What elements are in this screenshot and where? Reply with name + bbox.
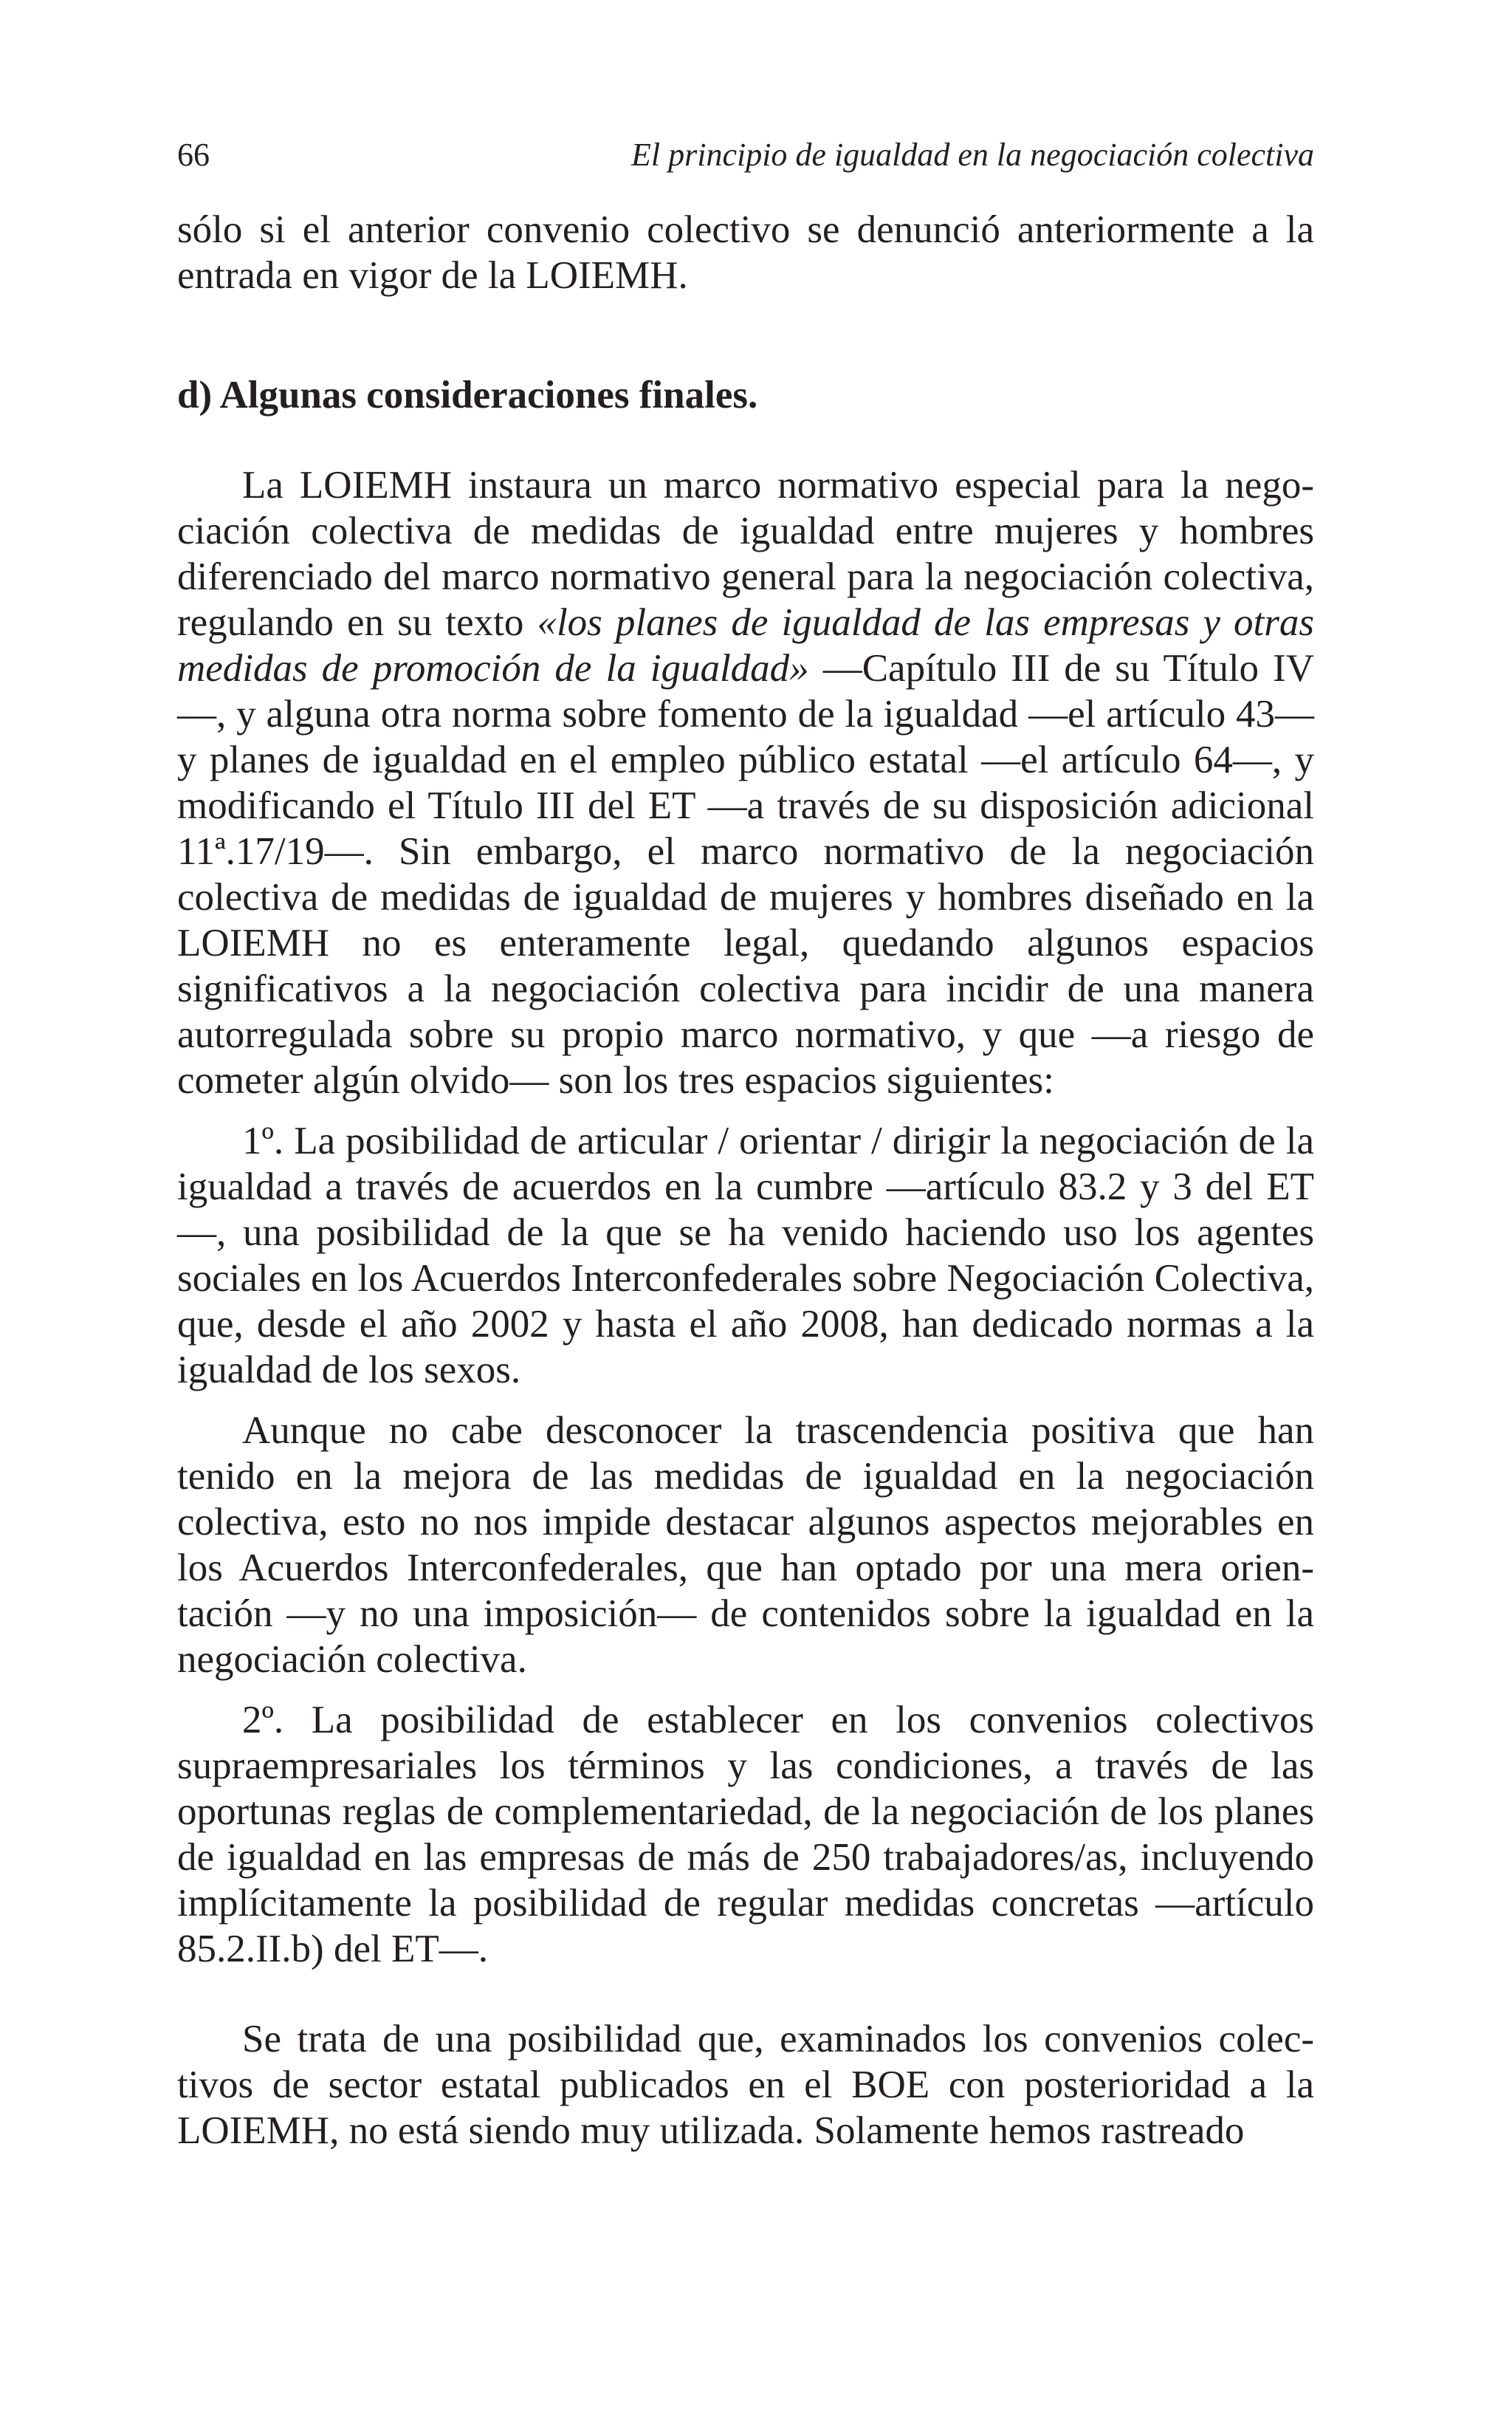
paragraph-continuation: sólo si el anterior convenio colectivo se denunció anteriormente a la entrada en vigor de la LOIEMH.: [177, 208, 1314, 297]
running-title: El principio de igualdad en la negociación colectiva: [631, 137, 1314, 173]
paragraph-point-2: 2º. La posibilidad de establecer en los convenios colectivos supraempresariales los términos y las condiciones, a través de las oportunas reglas de complementariedad, de la negociación de los planes de igualdad en las empresas de más de 250 trabajadores/as, incluyendo implícitamente la posibilidad de regular medidas concretas —artículo 85.2.II.b) del ET—.: [177, 1699, 1314, 1970]
paragraph-point-2-comment: Se trata de una posibilidad que, examinados los convenios colectivos de sector estatal publicados en el BOE con posterioridad a la LOIEMH, no está siendo muy utilizada. Solamente hemos rastreado: [177, 2018, 1314, 2152]
paragraph-intro-part2: —Capítulo III de su Título IV—, y alguna otra norma sobre fomento de la igualdad —el artículo 43— y planes de igualdad en el empleo público estatal —el artículo 64—, y modificando el Título III del ET —a través de su disposición adicional 11ª.17/19—. Sin embargo, el marco normativo de la negociación colectiva de medidas de igualdad de mujeres y hombres diseñado en la LOIEMH no es enteramente legal, quedando algunos espacios significativos a la negociación colectiva para incidir de una manera autorregulada sobre su propio marco normativo, y que —a riesgo de cometer algún olvido— son los tres espacios siguientes:: [177, 647, 1314, 1102]
book-page: [177, 133, 1314, 2154]
body-text: [177, 207, 1314, 2154]
section-heading: d) Algunas consideraciones finales.: [177, 374, 758, 417]
paragraph-intro-part1: La LOIEMH instaura un marco normativo especial para la negociación colectiva de medidas de igualdad entre mujeres y hombres diferenciado del marco normativo general para la negociación colectiva, regulando en su texto: [177, 464, 1314, 644]
paragraph-intro-quote: «los planes de igualdad de las empresas y otras medidas de promoción de la igualdad»: [177, 601, 1315, 690]
paragraph-point-1-comment: Aunque no cabe desconocer la trascendencia positiva que han tenido en la mejora de las medidas de igualdad en la negociación colectiva, esto no nos impide destacar algunos aspectos mejorables en los Acuerdos Interconfederales, que han optado por una mera orientación —y no una imposición— de contenidos sobre la igualdad en la negociación colectiva.: [177, 1409, 1314, 1681]
paragraph-point-1: 1º. La posibilidad de articular / orientar / dirigir la negociación de la igualdad a través de acuerdos en la cumbre —artículo 83.2 y 3 del ET—, una posibilidad de la que se ha venido haciendo uso los agentes sociales en los Acuerdos Interconfederales sobre Negociación Colectiva, que, desde el año 2002 y hasta el año 2008, han dedicado normas a la igualdad de los sexos.: [177, 1120, 1314, 1391]
page-number: 66: [177, 137, 210, 173]
running-header: [177, 133, 1314, 177]
paragraph-intro: [177, 462, 1314, 1103]
